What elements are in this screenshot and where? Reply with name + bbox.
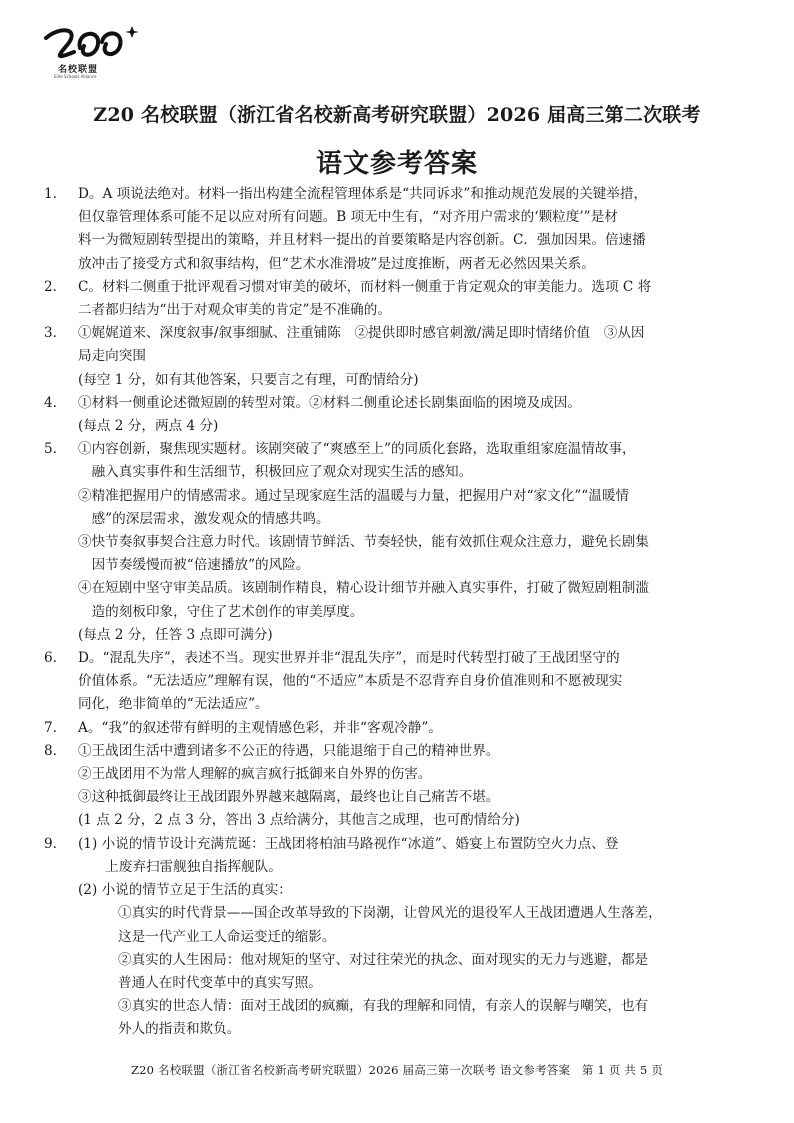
answer-number: 3.	[44, 325, 57, 342]
scoring-note: (每空 1 分，如有其他答案，只要言之有理，可酌情给分)	[78, 371, 419, 388]
answer-line: ④在短剧中坚守审美品质。该剧制作精良，精心设计细节并融入真实事件，打破了微短剧粗制滥	[78, 580, 649, 597]
answer-9	[44, 833, 744, 1042]
answer-line: ①王战团生活中遭到诸多不公正的待遇，只能退缩于自己的精神世界。	[78, 742, 500, 759]
answer-line: ③快节奏叙事契合注意力时代。该剧情节鲜活、节奏轻快，能有效抓住观众注意力，避免长剧集	[78, 534, 649, 551]
answer-5	[44, 438, 744, 647]
answer-8	[44, 740, 744, 833]
answer-line: 同化，绝非简单的“无法适应”。	[78, 696, 269, 713]
answer-number: 2.	[44, 278, 57, 295]
answer-line: 融入真实事件和生活细节，积极回应了观众对现实生活的感知。	[78, 464, 473, 481]
scoring-note: (每点 2 分，任答 3 点即可满分)	[78, 626, 273, 643]
answer-number: 6.	[44, 650, 57, 667]
page-subtitle: 语文参考答案	[315, 149, 478, 179]
answer-line: (1) 小说的情节设计充满荒诞：王战团将柏油马路视作“冰道”、婚宴上布置防空火力点、登	[78, 835, 619, 852]
answer-line: 外人的指责和欺负。	[118, 1021, 241, 1038]
answer-line: ②王战团用不为常人理解的疯言疯行抵御来自外界的伤害。	[78, 766, 432, 783]
answer-line: 感”的深层需求，激发观众的情感共鸣。	[78, 510, 330, 527]
answer-line: D。“混乱失序”，表述不当。现实世界并非“混乱失序”，而是时代转型打破了王战团坚守的	[78, 650, 620, 667]
answer-number: 9.	[44, 835, 57, 852]
answer-number: 5.	[44, 441, 57, 458]
answer-line: ③真实的世态人情：面对王战团的疯癫，有我的理解和同情，有亲人的误解与嘲笑，也有	[118, 998, 649, 1015]
answer-number: 1.	[44, 186, 57, 202]
answer-line: 这是一代产业工人命运变迁的缩影。	[118, 928, 336, 945]
answer-line: 二者都归结为“出于对观众审美的肯定”是不准确的。	[78, 302, 391, 319]
answer-line: ②真实的人生困局：他对规矩的坚守、对过往荣光的执念、面对现实的无力与逃避，都是	[118, 951, 649, 968]
answer-line: ①内容创新，聚焦现实题材。该剧突破了“爽感至上”的同质化套路，选取重组家庭温情故事，	[78, 441, 636, 458]
answer-line: 放冲击了接受方式和叙事结构，但“艺术水准滑坡”是过度推断，两者无必然因果关系。	[78, 255, 595, 272]
answer-line: 因节奏缓慢而被“倍速播放”的风险。	[78, 557, 310, 574]
answer-number: 4.	[44, 394, 57, 411]
answer-line: 但仅靠管理体系可能不足以应对所有问题。B 项无中生有，“对齐用户需求的‘颗粒度’”是材	[78, 209, 618, 226]
answer-number: 8.	[44, 742, 57, 759]
answer-number: 7.	[44, 719, 57, 736]
answer-line: 价值体系。“无法适应”理解有误，他的“不适应”本质是不忍背弃自身价值准则和不愿被现实	[78, 673, 623, 690]
page-footer: Z20 名校联盟（浙江省名校新高考研究联盟）2026 届高三第一次联考 语文参考答案 第 1 页 共 5 页	[130, 1063, 664, 1077]
answer-subheading: (2) 小说的情节立足于生活的真实：	[78, 882, 292, 899]
z20-logo-icon	[40, 22, 150, 84]
logo-name: 名校联盟	[58, 65, 99, 75]
answer-6	[44, 647, 744, 717]
answer-sublist	[78, 902, 744, 1041]
answer-line: 上废弃扫雷舰独自指挥舰队。	[78, 858, 282, 875]
answer-line: ①娓娓道来、深度叙事/叙事细腻、注重铺陈 ②提供即时感官刺激/满足即时情绪价值 ③从因	[78, 325, 645, 342]
answer-7	[44, 717, 744, 740]
answer-line: 局走向突围	[78, 348, 146, 365]
logo-english: Elite Schools Alliance	[54, 74, 97, 79]
answer-line: ①真实的时代背景——国企改革导致的下岗潮，让曾风光的退役军人王战团遭遇人生落差，	[118, 905, 662, 922]
scoring-note: (1 点 2 分，2 点 3 分，答出 3 点给满分，其他言之成理，也可酌情给分)	[78, 812, 520, 829]
answer-1	[44, 183, 744, 276]
page-title: Z20 名校联盟（浙江省名校新高考研究联盟）2026 届高三第二次联考	[93, 104, 701, 126]
answer-3	[44, 322, 744, 392]
answer-line: ①材料一侧重论述微短剧的转型对策。②材料二侧重论述长剧集面临的困境及成因。	[78, 394, 581, 411]
answer-line: C。材料二侧重于批评观看习惯对审美的破坏，而材料一侧重于肯定观众的审美能力。选项 C 将	[78, 278, 652, 295]
answer-line: ③这种抵御最终让王战团跟外界越来越隔离，最终也让自己痛苦不堪。	[78, 789, 500, 806]
answer-line: 料一为微短剧转型提出的策略，并且材料一提出的首要策略是内容创新。C．强加因果。倍速播	[78, 232, 646, 249]
answer-line: D。A 项说法绝对。材料一指出构建全流程管理体系是“共同诉求”和推动规范发展的关键举措，	[78, 186, 648, 202]
answer-line: 造的刻板印象，守住了艺术创作的审美厚度。	[78, 603, 364, 620]
answer-line: A。“我”的叙述带有鲜明的主观情感色彩，并非“客观冷静”。	[78, 719, 442, 736]
answer-2	[44, 276, 744, 322]
answer-line: 普通人在时代变革中的真实写照。	[118, 974, 322, 991]
answer-4	[44, 392, 744, 438]
answer-line: ②精准把握用户的情感需求。通过呈现家庭生活的温暖与力量，把握用户对“家文化”“温暖情	[78, 487, 630, 504]
answer-content	[44, 183, 744, 1042]
scoring-note: (每点 2 分，两点 4 分)	[78, 418, 219, 435]
